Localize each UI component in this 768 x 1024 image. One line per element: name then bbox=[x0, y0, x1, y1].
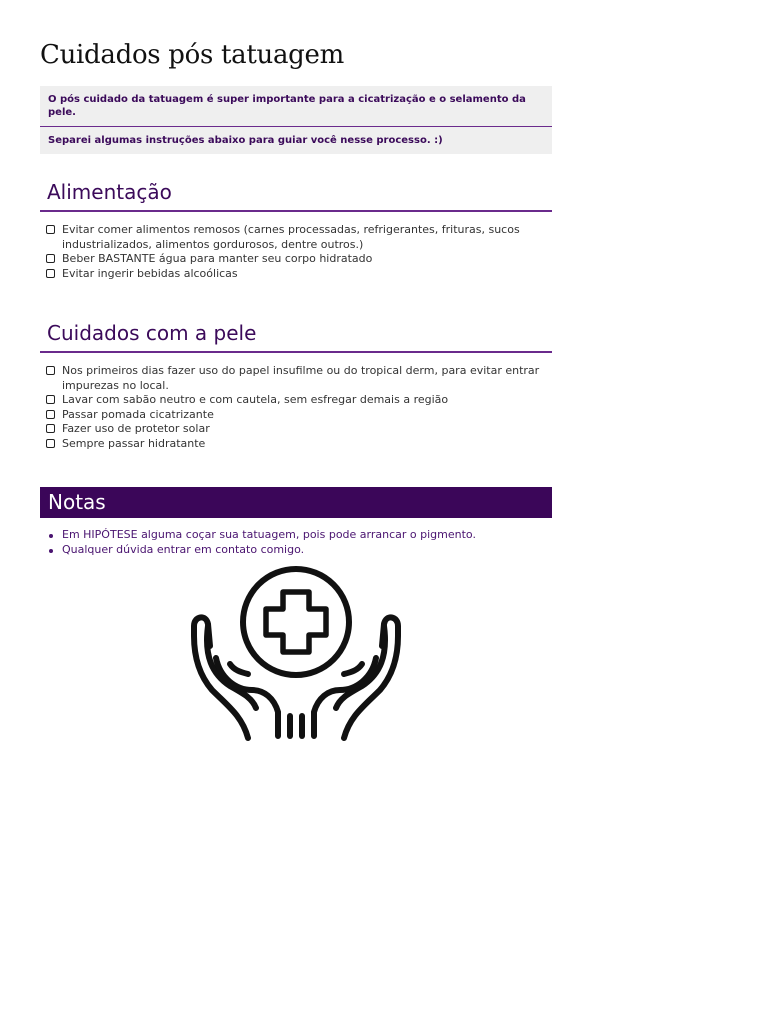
checklist-item[interactable]: Passar pomada cicatrizante bbox=[46, 408, 546, 423]
pele-heading: Cuidados com a pele bbox=[47, 321, 257, 345]
hands-medical-cross-icon bbox=[190, 566, 402, 746]
checkbox-icon[interactable] bbox=[46, 254, 55, 263]
list-item: Em HIPÓTESE alguma coçar sua tatuagem, pois pode arrancar o pigmento. bbox=[46, 528, 546, 543]
checklist-item[interactable]: Evitar comer alimentos remosos (carnes processadas, refrigerantes, frituras, sucos industrializados, alimentos gordurosos, dentre outros.) bbox=[46, 223, 546, 252]
section-heading-pele bbox=[40, 321, 552, 353]
notas-heading: Notas bbox=[48, 490, 106, 514]
checkbox-icon[interactable] bbox=[46, 366, 55, 375]
checklist-item[interactable]: Lavar com sabão neutro e com cautela, sem esfregar demais a região bbox=[46, 393, 546, 408]
intro-line-2: Separei algumas instruções abaixo para guiar você nesse processo. :) bbox=[48, 135, 443, 146]
checkbox-icon[interactable] bbox=[46, 424, 55, 433]
checkbox-icon[interactable] bbox=[46, 225, 55, 234]
bullet-icon bbox=[49, 534, 53, 538]
section-heading-alimentacao bbox=[40, 180, 552, 212]
checkbox-icon[interactable] bbox=[46, 395, 55, 404]
checkbox-icon[interactable] bbox=[46, 410, 55, 419]
list-item: Qualquer dúvida entrar em contato comigo. bbox=[46, 543, 546, 558]
alimentacao-heading: Alimentação bbox=[47, 180, 172, 204]
pele-checklist bbox=[46, 364, 546, 451]
intro-line-1: O pós cuidado da tatuagem é super importante para a cicatrização e o selamento da pele. bbox=[40, 86, 552, 127]
intro-box bbox=[40, 86, 552, 154]
alimentacao-checklist bbox=[46, 223, 546, 281]
checklist-item[interactable]: Fazer uso de protetor solar bbox=[46, 422, 546, 437]
checkbox-icon[interactable] bbox=[46, 439, 55, 448]
checklist-item[interactable]: Sempre passar hidratante bbox=[46, 437, 546, 452]
notas-header bbox=[40, 487, 552, 518]
checkbox-icon[interactable] bbox=[46, 269, 55, 278]
bullet-icon bbox=[49, 549, 53, 553]
notas-list bbox=[46, 528, 546, 557]
page-title: Cuidados pós tatuagem bbox=[40, 40, 344, 70]
checklist-item[interactable]: Beber BASTANTE água para manter seu corpo hidratado bbox=[46, 252, 546, 267]
checklist-item[interactable]: Nos primeiros dias fazer uso do papel insufilme ou do tropical derm, para evitar entrar impurezas no local. bbox=[46, 364, 546, 393]
checklist-item[interactable]: Evitar ingerir bebidas alcoólicas bbox=[46, 267, 546, 282]
